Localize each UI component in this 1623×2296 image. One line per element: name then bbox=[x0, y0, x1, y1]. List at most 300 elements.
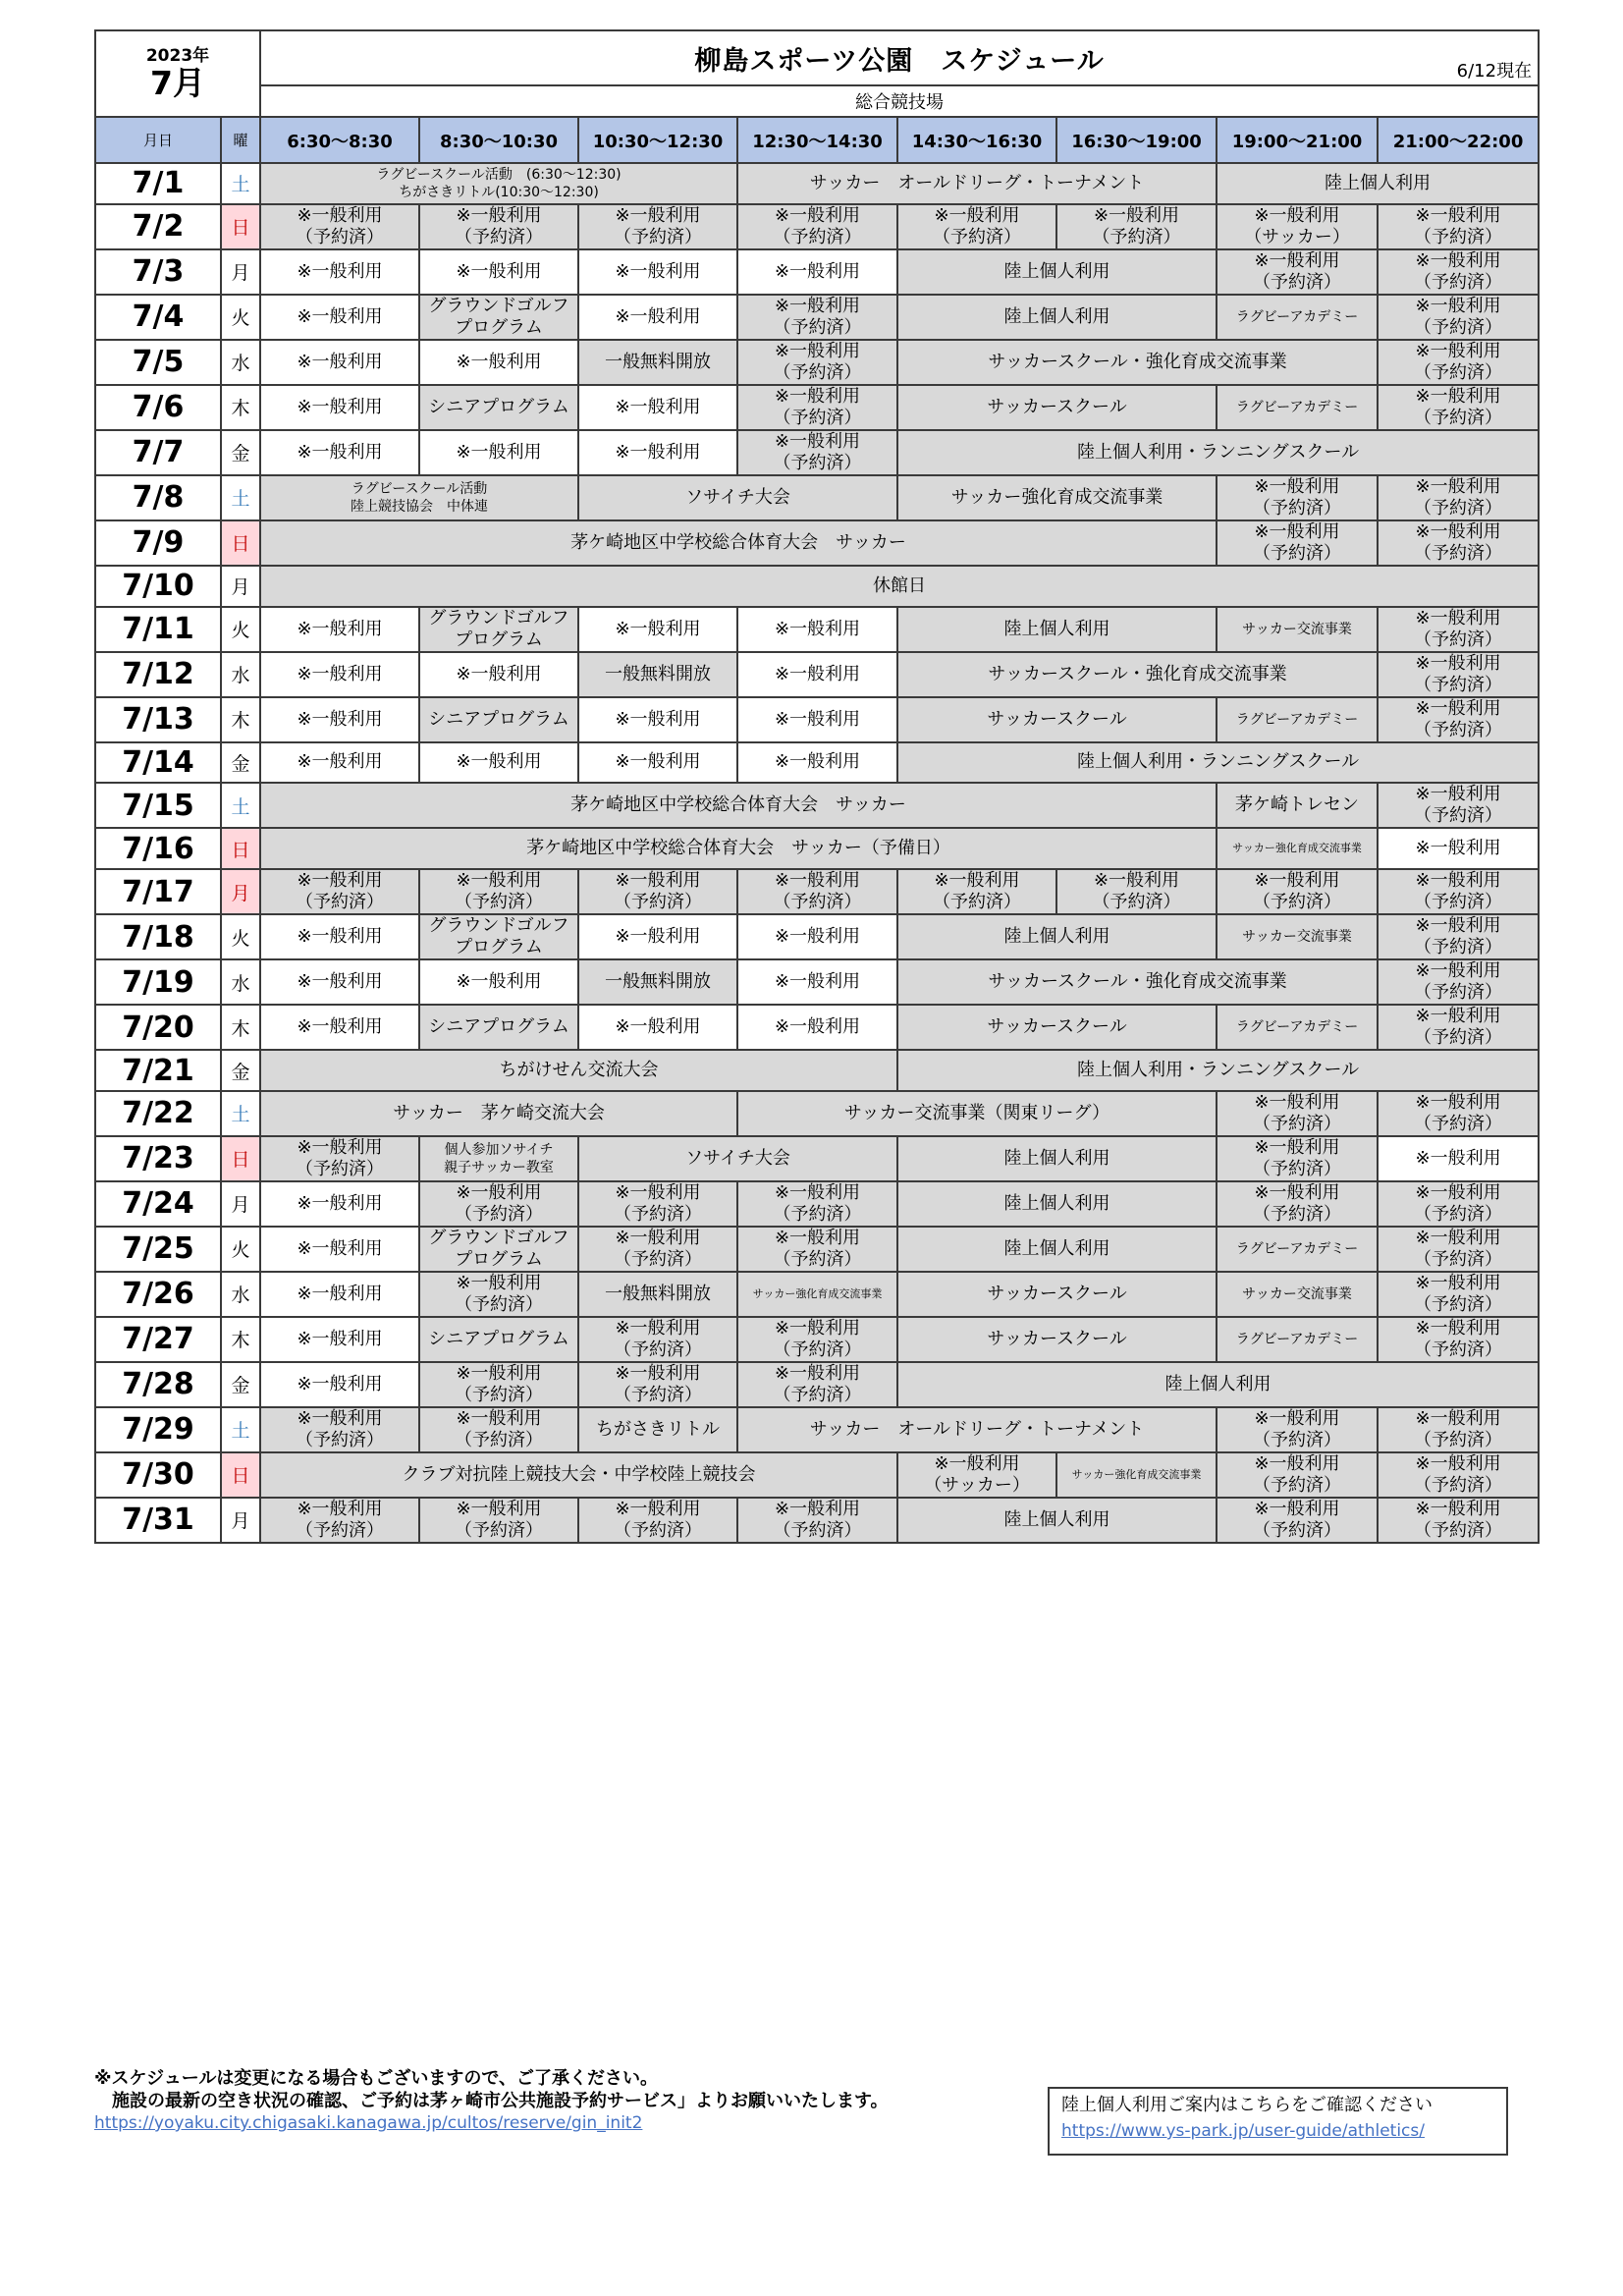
event-cell bbox=[737, 1091, 1217, 1136]
event-label: サッカースクール bbox=[987, 708, 1127, 730]
weekday-cell: 土 bbox=[221, 1407, 260, 1452]
event-cell bbox=[1217, 249, 1378, 295]
event-cell bbox=[260, 1091, 737, 1136]
schedule-row bbox=[95, 828, 1539, 869]
event-cell bbox=[737, 742, 897, 784]
schedule-row bbox=[95, 385, 1539, 430]
event-label: サッカー交流事業 bbox=[1242, 1285, 1352, 1302]
event-label: クラブ対抗陸上競技大会・中学校陸上競技会 bbox=[402, 1463, 756, 1485]
date-cell: 7/19 bbox=[95, 959, 221, 1005]
event-label: ※一般利用 bbox=[1415, 1147, 1501, 1169]
date-cell: 7/28 bbox=[95, 1362, 221, 1407]
weekday-cell: 水 bbox=[221, 1272, 260, 1317]
event-cell bbox=[419, 340, 578, 385]
time-slot-header: 6:30～8:30 bbox=[260, 117, 419, 163]
event-label: ※一般利用 （予約済） bbox=[773, 1362, 862, 1405]
col-date-header: 月日 bbox=[95, 117, 221, 163]
event-cell bbox=[260, 1005, 419, 1050]
event-cell bbox=[1378, 340, 1539, 385]
event-cell bbox=[260, 1498, 419, 1543]
event-label: ※一般利用 （予約済） bbox=[1414, 652, 1503, 695]
event-cell bbox=[1217, 1181, 1378, 1227]
event-cell bbox=[897, 607, 1217, 652]
event-label: グラウンドゴルフ プログラム bbox=[428, 1227, 569, 1270]
event-cell bbox=[1217, 163, 1539, 204]
date-cell: 7/6 bbox=[95, 385, 221, 430]
event-label: ※一般利用 （予約済） bbox=[296, 204, 385, 247]
weekday-cell: 日 bbox=[221, 828, 260, 869]
event-label: ラグビースクール活動 陸上競技協会 中体連 bbox=[351, 480, 489, 515]
event-cell bbox=[1217, 204, 1378, 249]
event-label: ソサイチ大会 bbox=[685, 486, 790, 508]
weekday-cell: 木 bbox=[221, 697, 260, 742]
event-label: ※一般利用 （予約済） bbox=[614, 1362, 703, 1405]
event-cell bbox=[260, 163, 737, 204]
event-label: ※一般利用 bbox=[615, 396, 701, 417]
event-cell bbox=[737, 1181, 897, 1227]
event-label: ※一般利用 bbox=[297, 971, 383, 993]
event-label: ※一般利用 （予約済） bbox=[1253, 249, 1342, 293]
event-label: ※一般利用 （予約済） bbox=[1414, 204, 1503, 247]
weekday-cell: 木 bbox=[221, 1005, 260, 1050]
event-label: ※一般利用 （予約済） bbox=[1414, 295, 1503, 338]
event-label: ※一般利用 （予約済） bbox=[1414, 520, 1503, 564]
event-label: サッカースクール bbox=[987, 1016, 1127, 1038]
event-label: ※一般利用 （予約済） bbox=[296, 1136, 385, 1179]
event-cell bbox=[737, 1272, 897, 1317]
event-label: ※一般利用 （予約済） bbox=[1414, 340, 1503, 383]
event-label: ちがけせん交流大会 bbox=[499, 1060, 659, 1081]
event-cell bbox=[260, 607, 419, 652]
page-title: 柳島スポーツ公園 スケジュール bbox=[694, 45, 1105, 77]
date-cell: 7/10 bbox=[95, 566, 221, 607]
event-label: ※一般利用 （予約済） bbox=[455, 1407, 544, 1450]
event-label: 陸上個人利用 bbox=[1325, 172, 1432, 193]
event-cell bbox=[419, 1136, 578, 1181]
event-cell bbox=[1378, 385, 1539, 430]
event-label: ※一般利用 （予約済） bbox=[455, 870, 544, 913]
event-label: シニアプログラム bbox=[428, 708, 569, 730]
schedule-row bbox=[95, 1050, 1539, 1091]
weekday-cell: 月 bbox=[221, 1181, 260, 1227]
event-cell bbox=[1378, 652, 1539, 697]
schedule-row bbox=[95, 1136, 1539, 1181]
event-label: ※一般利用 bbox=[456, 663, 542, 684]
weekday-cell: 金 bbox=[221, 430, 260, 475]
athletics-info-box bbox=[1048, 2087, 1508, 2156]
event-label: ※一般利用 bbox=[456, 260, 542, 282]
date-cell: 7/18 bbox=[95, 914, 221, 959]
event-label: ※一般利用 （予約済） bbox=[1253, 1452, 1342, 1496]
event-label: ※一般利用 （予約済） bbox=[614, 870, 703, 913]
reservation-link[interactable]: https://yoyaku.city.chigasaki.kanagawa.jp/cultos/reserve/gin_init2 bbox=[94, 2113, 643, 2133]
event-cell bbox=[260, 204, 419, 249]
event-label: ※一般利用 bbox=[774, 751, 861, 773]
event-label: ※一般利用 bbox=[297, 260, 383, 282]
event-label: ※一般利用 bbox=[615, 751, 701, 773]
event-cell bbox=[1217, 475, 1378, 520]
event-cell bbox=[1217, 1452, 1378, 1498]
event-label: 陸上個人利用 bbox=[1003, 1192, 1110, 1214]
weekday-cell: 月 bbox=[221, 869, 260, 914]
date-cell: 7/29 bbox=[95, 1407, 221, 1452]
month-cell bbox=[95, 30, 260, 117]
event-label: ※一般利用 bbox=[297, 1373, 383, 1394]
schedule-row bbox=[95, 1317, 1539, 1362]
schedule-row bbox=[95, 430, 1539, 475]
event-label: ※一般利用 （予約済） bbox=[296, 1407, 385, 1450]
event-label: ※一般利用 （予約済） bbox=[933, 870, 1022, 913]
event-cell bbox=[737, 385, 897, 430]
event-cell bbox=[260, 475, 578, 520]
event-label: ※一般利用 （予約済） bbox=[614, 1227, 703, 1270]
event-cell bbox=[419, 385, 578, 430]
event-label: ラグビースクール活動 (6:30～12:30) ちがさきリトル(10:30～12:30) bbox=[376, 166, 622, 200]
weekday-cell: 火 bbox=[221, 1227, 260, 1272]
event-label: ※一般利用 （予約済） bbox=[1253, 1498, 1342, 1541]
event-cell bbox=[260, 1362, 419, 1407]
event-cell bbox=[1378, 520, 1539, 566]
event-cell bbox=[1378, 1407, 1539, 1452]
event-label: ※一般利用 bbox=[297, 1192, 383, 1214]
event-cell bbox=[260, 249, 419, 295]
event-cell bbox=[419, 607, 578, 652]
event-cell bbox=[1056, 869, 1217, 914]
date-cell: 7/2 bbox=[95, 204, 221, 249]
event-cell bbox=[578, 1005, 737, 1050]
event-cell bbox=[1378, 204, 1539, 249]
event-cell bbox=[897, 1050, 1539, 1091]
event-cell bbox=[737, 1407, 1217, 1452]
date-cell: 7/16 bbox=[95, 828, 221, 869]
event-cell bbox=[737, 430, 897, 475]
event-cell bbox=[578, 1227, 737, 1272]
event-label: サッカースクール・強化育成交流事業 bbox=[988, 351, 1287, 372]
event-cell bbox=[260, 1050, 897, 1091]
schedule-row bbox=[95, 959, 1539, 1005]
event-label: ※一般利用 bbox=[774, 708, 861, 730]
event-cell bbox=[1217, 1272, 1378, 1317]
event-cell bbox=[260, 430, 419, 475]
event-cell bbox=[1217, 1407, 1378, 1452]
event-cell bbox=[578, 385, 737, 430]
event-label: ※一般利用 （予約済） bbox=[1414, 1452, 1503, 1496]
event-cell bbox=[1217, 1227, 1378, 1272]
event-cell bbox=[260, 520, 1217, 566]
event-cell bbox=[260, 1136, 419, 1181]
event-cell bbox=[419, 1407, 578, 1452]
date-cell: 7/3 bbox=[95, 249, 221, 295]
event-cell bbox=[578, 742, 737, 784]
schedule-row bbox=[95, 340, 1539, 385]
weekday-cell: 土 bbox=[221, 1091, 260, 1136]
event-cell bbox=[1378, 828, 1539, 869]
event-label: ※一般利用 （予約済） bbox=[933, 204, 1022, 247]
weekday-cell: 土 bbox=[221, 783, 260, 828]
event-label: ※一般利用 （予約済） bbox=[1253, 1407, 1342, 1450]
event-cell bbox=[1378, 1317, 1539, 1362]
event-cell bbox=[1378, 1136, 1539, 1181]
event-label: ※一般利用 （予約済） bbox=[1253, 870, 1342, 913]
event-cell bbox=[897, 385, 1217, 430]
event-label: 陸上個人利用 bbox=[1003, 260, 1110, 282]
event-cell bbox=[737, 1498, 897, 1543]
weekday-cell: 火 bbox=[221, 607, 260, 652]
event-cell bbox=[419, 1272, 578, 1317]
event-cell bbox=[1378, 1498, 1539, 1543]
event-label: ※一般利用 （予約済） bbox=[614, 1317, 703, 1360]
event-label: サッカー強化育成交流事業 bbox=[1232, 842, 1362, 855]
event-cell bbox=[897, 652, 1378, 697]
month-label: 7月 bbox=[150, 64, 205, 102]
event-cell bbox=[737, 1317, 897, 1362]
weekday-cell: 月 bbox=[221, 1498, 260, 1543]
event-label: ラグビーアカデミー bbox=[1235, 711, 1359, 728]
event-cell bbox=[737, 959, 897, 1005]
event-cell bbox=[419, 249, 578, 295]
event-label: ※一般利用 （予約済） bbox=[773, 295, 862, 338]
schedule-row bbox=[95, 520, 1539, 566]
date-cell: 7/27 bbox=[95, 1317, 221, 1362]
event-label: ※一般利用 bbox=[456, 351, 542, 372]
event-cell bbox=[578, 1407, 737, 1452]
event-label: 個人参加ソサイチ 親子サッカー教室 bbox=[444, 1141, 554, 1175]
event-cell bbox=[897, 959, 1378, 1005]
date-cell: 7/23 bbox=[95, 1136, 221, 1181]
event-label: 陸上個人利用・ランニングスクール bbox=[1076, 751, 1360, 773]
column-header-row bbox=[95, 117, 1539, 163]
event-cell bbox=[737, 697, 897, 742]
event-cell bbox=[419, 1498, 578, 1543]
event-cell bbox=[260, 295, 419, 340]
event-label: ※一般利用 （予約済） bbox=[773, 204, 862, 247]
event-label: サッカー強化育成交流事業 bbox=[950, 486, 1163, 508]
event-cell bbox=[1378, 295, 1539, 340]
date-cell: 7/1 bbox=[95, 163, 221, 204]
schedule-row bbox=[95, 869, 1539, 914]
event-label: ※一般利用 bbox=[774, 663, 861, 684]
date-cell: 7/20 bbox=[95, 1005, 221, 1050]
event-cell bbox=[419, 1181, 578, 1227]
event-label: サッカー交流事業 bbox=[1242, 929, 1352, 946]
event-cell bbox=[578, 295, 737, 340]
event-cell bbox=[419, 1317, 578, 1362]
event-label: 茅ケ崎トレセン bbox=[1235, 794, 1360, 816]
event-label: ※一般利用 （予約済） bbox=[1414, 784, 1503, 827]
event-cell bbox=[737, 1005, 897, 1050]
event-cell bbox=[419, 652, 578, 697]
event-cell bbox=[578, 204, 737, 249]
event-cell bbox=[1217, 869, 1378, 914]
schedule-row bbox=[95, 475, 1539, 520]
event-label: ※一般利用 bbox=[297, 663, 383, 684]
event-cell bbox=[737, 914, 897, 959]
date-cell: 7/14 bbox=[95, 742, 221, 784]
event-cell bbox=[897, 1362, 1539, 1407]
weekday-cell: 金 bbox=[221, 1362, 260, 1407]
event-label: ※一般利用 （予約済） bbox=[614, 204, 703, 247]
schedule-row bbox=[95, 607, 1539, 652]
event-cell bbox=[897, 295, 1217, 340]
event-cell bbox=[737, 869, 897, 914]
event-label: ※一般利用 （予約済） bbox=[1414, 1227, 1503, 1270]
date-cell: 7/12 bbox=[95, 652, 221, 697]
event-cell bbox=[260, 385, 419, 430]
event-label: 一般無料開放 bbox=[605, 971, 712, 993]
event-label: ※一般利用 bbox=[297, 1016, 383, 1038]
event-label: 陸上個人利用・ランニングスクール bbox=[1076, 1060, 1360, 1081]
event-label: 陸上個人利用 bbox=[1003, 1508, 1110, 1530]
event-cell bbox=[897, 430, 1539, 475]
col-dow-header: 曜 bbox=[221, 117, 260, 163]
date-cell: 7/11 bbox=[95, 607, 221, 652]
event-cell bbox=[419, 430, 578, 475]
event-cell bbox=[1378, 869, 1539, 914]
event-label: ※一般利用 bbox=[297, 441, 383, 463]
time-slot-header: 14:30～16:30 bbox=[897, 117, 1056, 163]
event-label: ※一般利用 （予約済） bbox=[455, 1498, 544, 1541]
date-cell: 7/7 bbox=[95, 430, 221, 475]
event-cell bbox=[737, 295, 897, 340]
event-label: ※一般利用 （予約済） bbox=[1253, 1091, 1342, 1134]
event-label: ※一般利用 bbox=[774, 1016, 861, 1038]
event-label: グラウンドゴルフ プログラム bbox=[428, 915, 569, 958]
event-cell bbox=[578, 249, 737, 295]
event-label: ※一般利用 （予約済） bbox=[773, 870, 862, 913]
event-cell bbox=[1217, 1498, 1378, 1543]
event-cell bbox=[897, 204, 1056, 249]
date-cell: 7/30 bbox=[95, 1452, 221, 1498]
event-cell bbox=[737, 652, 897, 697]
event-cell bbox=[897, 1181, 1217, 1227]
event-label: ※一般利用 （サッカー） bbox=[1244, 204, 1350, 247]
event-cell bbox=[260, 1272, 419, 1317]
event-cell bbox=[578, 959, 737, 1005]
event-label: シニアプログラム bbox=[428, 1016, 569, 1038]
event-cell bbox=[260, 1407, 419, 1452]
event-cell bbox=[1217, 520, 1378, 566]
event-cell bbox=[897, 697, 1217, 742]
event-cell bbox=[897, 340, 1378, 385]
weekday-cell: 木 bbox=[221, 385, 260, 430]
schedule-row bbox=[95, 914, 1539, 959]
event-cell bbox=[578, 430, 737, 475]
event-cell bbox=[897, 742, 1539, 784]
schedule-row bbox=[95, 1091, 1539, 1136]
schedule-row bbox=[95, 1362, 1539, 1407]
schedule-row bbox=[95, 742, 1539, 784]
event-label: サッカー強化育成交流事業 bbox=[1071, 1467, 1202, 1481]
event-label: 茅ケ崎地区中学校総合体育大会 サッカー（予備日） bbox=[526, 838, 950, 859]
event-label: ※一般利用 bbox=[297, 396, 383, 417]
event-cell bbox=[260, 742, 419, 784]
event-cell bbox=[1217, 828, 1378, 869]
event-label: ※一般利用 （予約済） bbox=[773, 1498, 862, 1541]
athletics-guide-link[interactable]: https://www.ys-park.jp/user-guide/athletics/ bbox=[1061, 2121, 1425, 2141]
event-label: ※一般利用 （予約済） bbox=[1253, 1181, 1342, 1225]
event-label: ※一般利用 （予約済） bbox=[1414, 1272, 1503, 1315]
event-cell bbox=[1217, 783, 1378, 828]
event-label: サッカースクール・強化育成交流事業 bbox=[988, 663, 1287, 684]
event-cell bbox=[737, 1362, 897, 1407]
event-label: サッカー交流事業 bbox=[1242, 621, 1352, 637]
event-cell bbox=[260, 566, 1539, 607]
event-cell bbox=[737, 607, 897, 652]
note-line-2: 施設の最新の空き状況の確認、ご予約は茅ヶ崎市公共施設予約サービス」よりお願いいたします。 bbox=[94, 2091, 889, 2111]
event-label: ※一般利用 bbox=[297, 351, 383, 372]
event-label: サッカー 茅ケ崎交流大会 bbox=[393, 1102, 605, 1123]
event-label: ※一般利用 bbox=[615, 618, 701, 639]
event-label: ※一般利用 （予約済） bbox=[1414, 607, 1503, 650]
event-cell bbox=[419, 959, 578, 1005]
event-label: ※一般利用 （予約済） bbox=[455, 1181, 544, 1225]
event-cell bbox=[737, 163, 1217, 204]
event-cell bbox=[1217, 697, 1378, 742]
event-label: シニアプログラム bbox=[428, 396, 569, 417]
date-cell: 7/26 bbox=[95, 1272, 221, 1317]
event-cell bbox=[1217, 1005, 1378, 1050]
event-label: サッカー オールドリーグ・トーナメント bbox=[809, 1418, 1145, 1440]
weekday-cell: 月 bbox=[221, 566, 260, 607]
event-label: ※一般利用 （予約済） bbox=[455, 1362, 544, 1405]
event-label: ※一般利用 （予約済） bbox=[1414, 697, 1503, 740]
year-label: 2023年 bbox=[145, 46, 210, 66]
time-slot-header: 12:30～14:30 bbox=[737, 117, 897, 163]
event-label: 陸上個人利用 bbox=[1003, 618, 1110, 639]
event-label: ※一般利用 bbox=[297, 618, 383, 639]
event-label: ※一般利用 bbox=[297, 1283, 383, 1304]
schedule-row bbox=[95, 1272, 1539, 1317]
event-label: ラグビーアカデミー bbox=[1235, 1331, 1359, 1347]
schedule-row bbox=[95, 652, 1539, 697]
event-label: ※一般利用 （予約済） bbox=[614, 1498, 703, 1541]
weekday-cell: 金 bbox=[221, 1050, 260, 1091]
event-label: ※一般利用 （予約済） bbox=[1414, 960, 1503, 1004]
event-label: ※一般利用 （予約済） bbox=[773, 340, 862, 383]
event-cell bbox=[578, 340, 737, 385]
weekday-cell: 日 bbox=[221, 520, 260, 566]
schedule-table bbox=[94, 29, 1540, 1544]
date-cell: 7/15 bbox=[95, 783, 221, 828]
event-label: ※一般利用 （予約済） bbox=[455, 1272, 544, 1315]
event-label: ※一般利用 （予約済） bbox=[1414, 1317, 1503, 1360]
event-cell bbox=[897, 1005, 1217, 1050]
event-cell bbox=[578, 1272, 737, 1317]
event-cell bbox=[260, 869, 419, 914]
schedule-row bbox=[95, 1227, 1539, 1272]
title-cell bbox=[260, 30, 1539, 85]
event-label: ※一般利用 bbox=[774, 926, 861, 948]
event-label: ※一般利用 （予約済） bbox=[455, 204, 544, 247]
event-label: ※一般利用 （予約済） bbox=[614, 1181, 703, 1225]
event-cell bbox=[419, 1005, 578, 1050]
event-cell bbox=[897, 1452, 1056, 1498]
date-cell: 7/9 bbox=[95, 520, 221, 566]
event-cell bbox=[737, 1227, 897, 1272]
schedule-sheet bbox=[94, 29, 1538, 1544]
info-box-text: 陸上個人利用ご案内はこちらをご確認ください bbox=[1061, 2095, 1433, 2115]
event-cell bbox=[1378, 475, 1539, 520]
event-label: ラグビーアカデミー bbox=[1235, 1240, 1359, 1257]
event-label: ちがさきリトル bbox=[596, 1418, 721, 1440]
event-cell bbox=[419, 204, 578, 249]
note-line-1: ※スケジュールは変更になる場合もございますので、ご了承ください。 bbox=[94, 2068, 659, 2089]
schedule-row bbox=[95, 1498, 1539, 1543]
event-label: ※一般利用 （予約済） bbox=[296, 1498, 385, 1541]
event-cell bbox=[1378, 1005, 1539, 1050]
event-cell bbox=[897, 475, 1217, 520]
event-label: ※一般利用 bbox=[615, 441, 701, 463]
